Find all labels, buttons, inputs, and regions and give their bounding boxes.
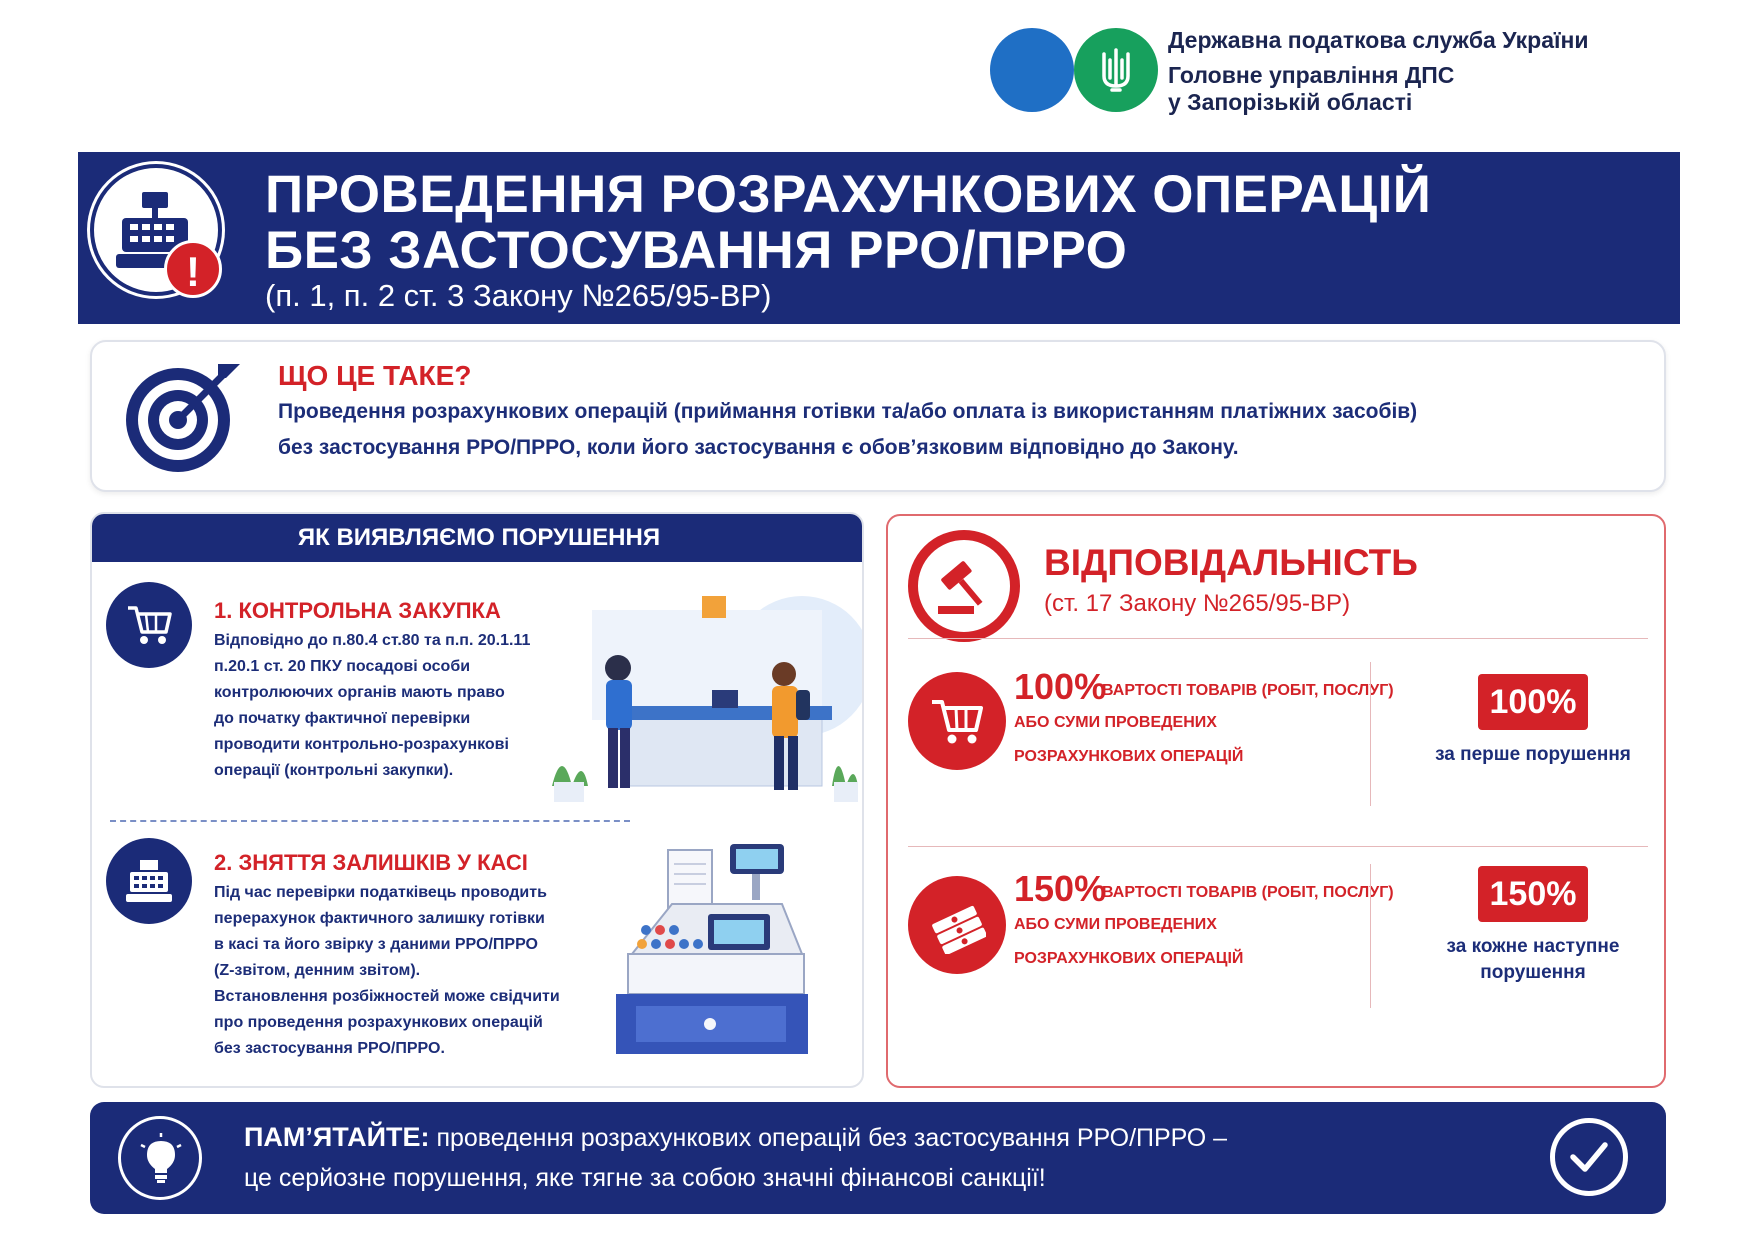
item2-line: перерахунок фактичного залишку готівки [214,910,545,927]
item2-line: (Z-звітом, денним звітом). [214,962,421,979]
logo-green-circle [1074,28,1158,112]
register-icon [124,856,174,906]
divider [908,846,1648,847]
penalty-inline-100: ВАРТОСТІ ТОВАРІВ (РОБІТ, ПОСЛУГ) [1102,682,1394,699]
cart-icon [928,692,986,750]
remember-line1 [244,1122,1227,1153]
title-banner [78,152,1680,324]
liability-subheading: (ст. 17 Закону №265/95-ВР) [1044,590,1351,617]
badge-150-label-line1: за кожне наступне [1446,936,1620,957]
org-line2: Головне управління ДПС [1168,62,1455,88]
detection-header: ЯК ВИЯВЛЯЄМО ПОРУШЕННЯ [92,514,864,562]
org-header [990,22,1690,117]
what-is-it-card [90,340,1666,492]
logo-blue-circle [990,28,1074,112]
item1-line: контролюючих органів мають право [214,684,505,701]
item2-line: Встановлення розбіжностей може свідчити [214,988,560,1005]
penalty-line3-150: РОЗРАХУНКОВИХ ОПЕРАЦІЙ [1014,950,1244,967]
badge-100-label: за перше порушення [1435,744,1631,765]
item2-line: в касі та його звірку з даними РРО/ПРРО [214,936,538,953]
liability-panel [886,514,1666,1088]
trident-icon [1098,46,1134,94]
cart-badge-red [908,672,1006,770]
what-line1: Проведення розрахункових операцій (приймання готівки та/або оплата із використанням платіжних засобів) [278,400,1418,423]
penalty-line2-100: АБО СУМИ ПРОВЕДЕНИХ [1014,714,1217,731]
cart-icon [124,600,174,650]
what-line2: без застосування РРО/ПРРО, коли його застосування є обов’язковим відповідно до Закону. [278,436,1239,459]
vertical-divider [1370,864,1371,1008]
item2-line: про проведення розрахункових операцій [214,1014,543,1031]
item1-line: Відповідно до п.80.4 ст.80 та п.п. 20.1.11 [214,632,531,649]
vertical-divider [1370,662,1371,806]
divider [908,638,1648,639]
remember-banner [90,1102,1666,1214]
gavel-badge [908,530,1020,642]
check-badge [1550,1118,1628,1196]
item2-line: Під час перевірки податківець проводить [214,884,547,901]
badge-150: 150% [1478,866,1588,922]
title-line2: БЕЗ ЗАСТОСУВАННЯ РРО/ПРРО [265,221,1128,280]
title-subtitle: (п. 1, п. 2 ст. 3 Закону №265/95-ВР) [265,278,772,313]
detection-panel [90,512,864,1088]
money-icon [928,896,986,954]
penalty-line3-100: РОЗРАХУНКОВИХ ОПЕРАЦІЙ [1014,748,1244,765]
org-line3: у Запорізькій області [1168,89,1413,115]
lightbulb-badge [118,1116,202,1200]
cash-register-illustration [612,844,812,1068]
item1-line: до початку фактичної перевірки [214,710,471,727]
penalty-inline-150: ВАРТОСТІ ТОВАРІВ (РОБІТ, ПОСЛУГ) [1102,884,1394,901]
warning-icon: ! [164,240,222,298]
cart-badge [106,582,192,668]
liability-heading: ВІДПОВІДАЛЬНІСТЬ [1044,542,1418,583]
item1-line: п.20.1 ст. 20 ПКУ посадові особи [214,658,471,675]
check-icon [1567,1137,1611,1177]
lightbulb-icon [137,1133,185,1185]
item1-line: операції (контрольні закупки). [214,762,454,779]
item1-title: 1. КОНТРОЛЬНА ЗАКУПКА [214,598,501,623]
badge-150-label-line2: порушення [1480,962,1586,983]
title-line1: ПРОВЕДЕННЯ РОЗРАХУНКОВИХ ОПЕРАЦІЙ [265,165,1432,224]
penalty-line2-150: АБО СУМИ ПРОВЕДЕНИХ [1014,916,1217,933]
target-icon [122,356,246,480]
divider-dashed [110,820,630,822]
remember-line2: це серйозне порушення, яке тягне за собою значні фінансові санкції! [244,1164,1046,1192]
register-badge [106,838,192,924]
item1-line: проводити контрольно-розрахункові [214,736,509,753]
remember-line1-text: проведення розрахункових операцій без застосування РРО/ПРРО – [429,1124,1228,1152]
penalty-pct-100: 100% [1014,666,1107,707]
gavel-icon [930,552,998,620]
what-heading: ЩО ЦЕ ТАКЕ? [278,360,472,391]
org-line1: Державна податкова служба України [1168,27,1589,53]
item2-title: 2. ЗНЯТТЯ ЗАЛИШКІВ У КАСІ [214,850,528,875]
penalty-pct-150: 150% [1014,868,1107,909]
badge-100: 100% [1478,674,1588,730]
store-illustration [532,586,864,810]
money-badge-red [908,876,1006,974]
item2-line: без застосування РРО/ПРРО. [214,1040,445,1057]
remember-label: ПАМ’ЯТАЙТЕ: [244,1122,430,1152]
